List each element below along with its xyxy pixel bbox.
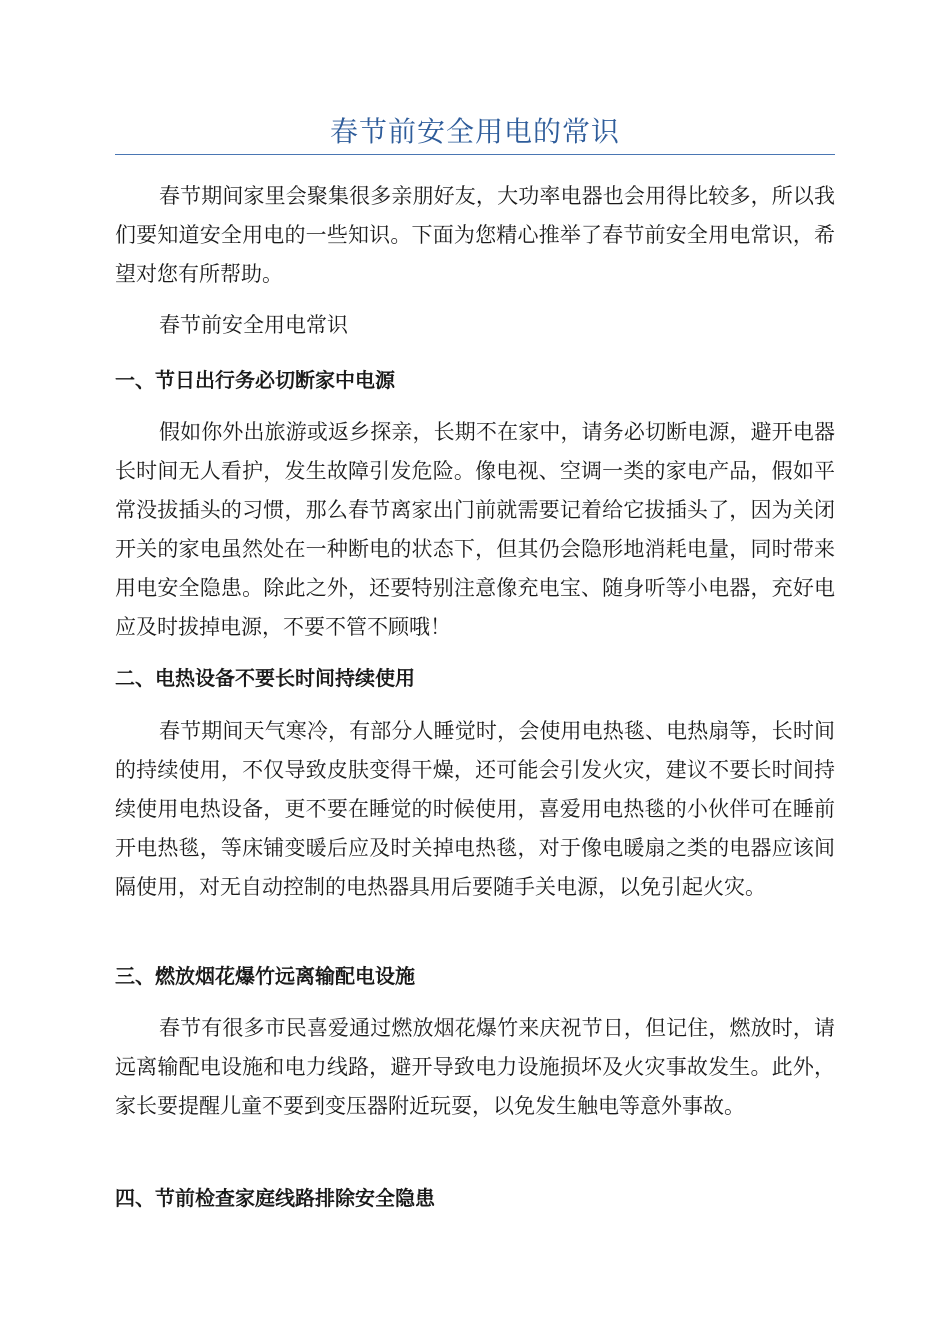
section-heading-2: 二、电热设备不要长时间持续使用: [115, 666, 415, 690]
section-heading-4: 四、节前检查家庭线路排除安全隐患: [115, 1186, 435, 1210]
section-body-1: 假如你外出旅游或返乡探亲，长期不在家中，请务必切断电源，避开电器长时间无人看护，发生故障引发危险。像电视、空调一类的家电产品，假如平常没拔插头的习惯，那么春节离家出门前就需要记着给它拔插头了，因为关闭开关的家电虽然处在一种断电的状态下，但其仍会隐形地消耗电量，同时带来用电安全隐患。除此之外，还要特别注意像充电宝、随身听等小电器，充好电应及时拔掉电源，不要不管不顾哦！: [115, 420, 835, 639]
section-body-2: 春节期间天气寒冷，有部分人睡觉时，会使用电热毯、电热扇等，长时间的持续使用，不仅导致皮肤变得干燥，还可能会引发火灾，建议不要长时间持续使用电热设备，更不要在睡觉的时候使用，喜爱用电热毯的小伙伴可在睡前开电热毯，等床铺变暖后应及时关掉电热毯，对于像电暖扇之类的电器应该间隔使用，对无自动控制的电热器具用后要随手关电源，以免引起火灾。: [115, 719, 835, 899]
section-heading-3: 三、燃放烟花爆竹远离输配电设施: [115, 964, 415, 988]
section-body-3: 春节有很多市民喜爱通过燃放烟花爆竹来庆祝节日，但记住，燃放时，请远离输配电设施和电力线路，避开导致电力设施损坏及火灾事故发生。此外，家长要提醒儿童不要到变压器附近玩耍，以免发生触电等意外事故。: [115, 1016, 835, 1118]
document-title: 春节前安全用电的常识: [329, 115, 620, 148]
subtitle: 春节前安全用电常识: [159, 313, 348, 337]
intro-paragraph: 春节期间家里会聚集很多亲朋好友，大功率电器也会用得比较多，所以我们要知道安全用电的一些知识。下面为您精心推举了春节前安全用电常识，希望对您有所帮助。: [115, 184, 835, 286]
title-underline: [115, 154, 835, 155]
section-heading-1: 一、节日出行务必切断家中电源: [115, 368, 395, 392]
